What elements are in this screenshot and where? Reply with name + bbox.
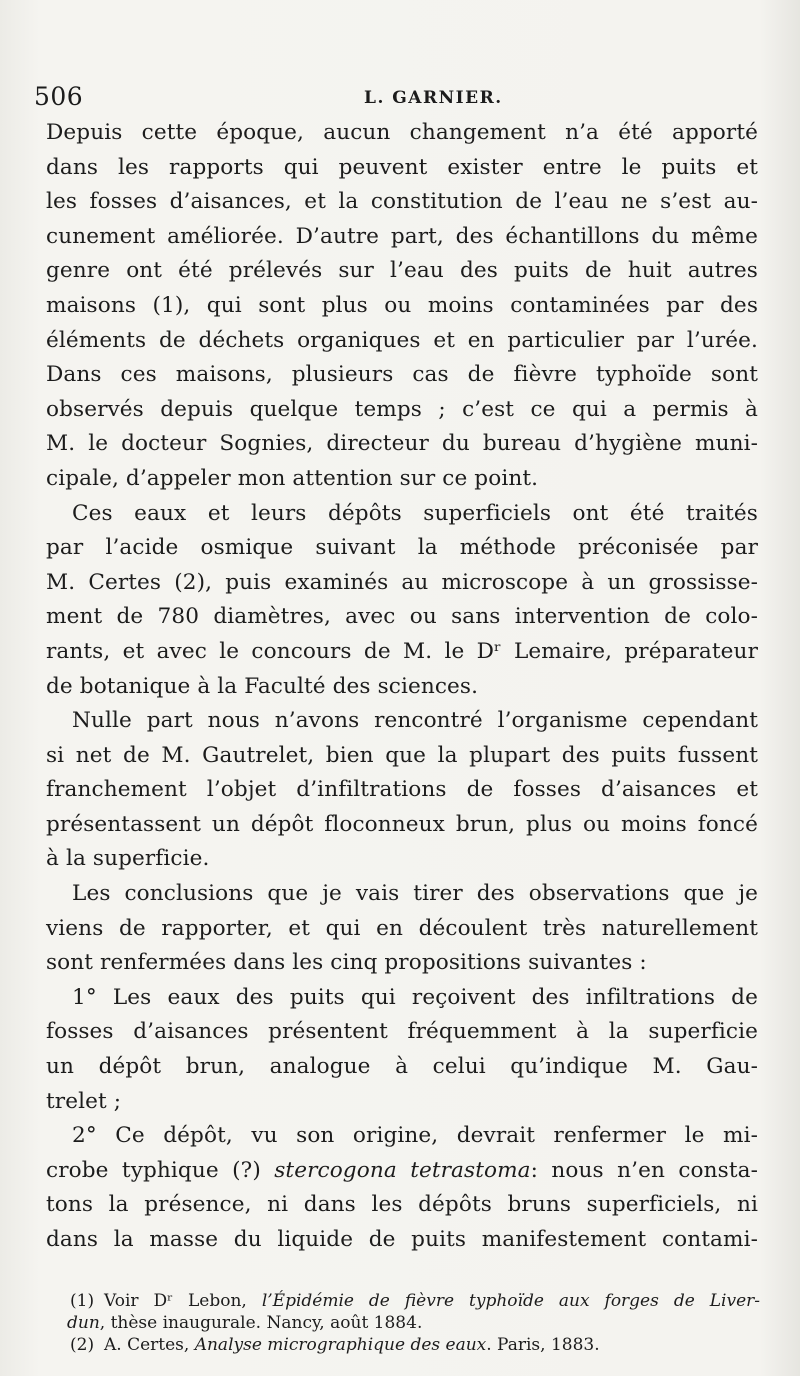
page-header	[34, 82, 764, 118]
footnote-title: dun	[67, 1313, 100, 1333]
text-line: 1° Les eaux des puits qui reçoivent des infiltrations de	[72, 984, 758, 1010]
footnote-1-continued	[67, 1312, 760, 1334]
footnote-2	[70, 1334, 760, 1356]
text-line: éléments de déchets organiques et en particulier par l’urée.	[46, 327, 758, 353]
text-line: trelet ;	[46, 1088, 122, 1114]
text-line: cunement améliorée. D’autre part, des échantillons du même	[46, 223, 758, 249]
text-line: cipale, d’appeler mon attention sur ce point.	[46, 465, 539, 491]
text-line: dans les rapports qui peuvent exister entre le puits et	[46, 154, 758, 180]
text-line: rants, et avec le concours de M. le Dʳ Lemaire, préparateur	[46, 638, 758, 664]
text-line: Dans ces maisons, plusieurs cas de fièvre typhoïde sont	[46, 362, 758, 388]
text-line: dans la masse du liquide de puits manifestement contami-	[46, 1227, 758, 1252]
text-line: maisons (1), qui sont plus ou moins contaminées par des	[46, 292, 758, 318]
text-line: 2° Ce dépôt, vu son origine, devrait renfermer le mi-	[72, 1123, 758, 1149]
text-line: M. Certes (2), puis examinés au microscope à un grossisse-	[46, 569, 758, 595]
text-line: ment de 780 diamètres, avec ou sans intervention de colo-	[46, 604, 758, 630]
footnote-number: (2)	[70, 1335, 95, 1355]
text-line: franchement l’objet d’infiltrations de fosses d’aisances et	[46, 777, 758, 803]
footnote-number: (1)	[70, 1291, 95, 1311]
text-line: Depuis cette époque, aucun changement n’a été apporté	[46, 120, 758, 145]
text-line: présentassent un dépôt floconneux brun, plus ou moins foncé	[46, 811, 758, 837]
text-line: un dépôt brun, analogue à celui qu’indique M. Gau-	[46, 1054, 758, 1080]
text-line: observés depuis quelque temps ; c’est ce qui a permis à	[46, 396, 758, 422]
text-line: par l’acide osmique suivant la méthode préconisée par	[46, 535, 758, 561]
text-line: M. le docteur Sognies, directeur du bureau d’hygiène muni-	[46, 431, 758, 457]
footnote-text: Voir Dʳ Lebon,	[104, 1291, 262, 1311]
text-line: de botanique à la Faculté des sciences.	[46, 673, 479, 699]
text-line: sont renfermées dans les cinq propositions suivantes :	[46, 950, 647, 976]
footnote-title: l’Épidémie de fièvre typhoïde aux forges de Liver-	[261, 1291, 761, 1311]
text-span: : nous n’en consta-	[530, 1157, 758, 1183]
footnote-text: , thèse inaugurale. Nancy, août 1884.	[99, 1313, 423, 1333]
footnote-1	[70, 1290, 760, 1312]
text-line: tons la présence, ni dans les dépôts bruns superficiels, ni	[46, 1192, 758, 1218]
footnotes	[67, 1290, 761, 1356]
footnote-text: . Paris, 1883.	[486, 1335, 600, 1355]
text-line: les fosses d’aisances, et la constitution de l’eau ne s’est au-	[46, 189, 758, 215]
footnote-title: Analyse micrographique des eaux	[194, 1335, 487, 1355]
species-name: stercogona tetrastoma	[274, 1157, 531, 1183]
text-line: Les conclusions que je vais tirer des observations que je	[72, 881, 758, 907]
page-number: 506	[34, 82, 84, 111]
text-line: à la superficie.	[46, 846, 210, 872]
text-span: crobe typhique (?)	[46, 1157, 275, 1183]
text-line: genre ont été prélevés sur l’eau des puits de huit autres	[46, 258, 758, 284]
text-line: Nulle part nous n’avons rencontré l’organisme cependant	[72, 708, 758, 734]
text-line	[46, 1154, 758, 1189]
text-line: Ces eaux et leurs dépôts superficiels ont été traités	[72, 500, 758, 526]
body-text	[46, 116, 758, 1258]
text-line: fosses d’aisances présentent fréquemment à la superficie	[46, 1019, 758, 1045]
text-line: viens de rapporter, et qui en découlent très naturellement	[46, 915, 758, 941]
running-title: L. GARNIER.	[364, 88, 503, 108]
text-line: si net de M. Gautrelet, bien que la plupart des puits fussent	[46, 742, 758, 768]
footnote-text: A. Certes,	[104, 1335, 195, 1355]
